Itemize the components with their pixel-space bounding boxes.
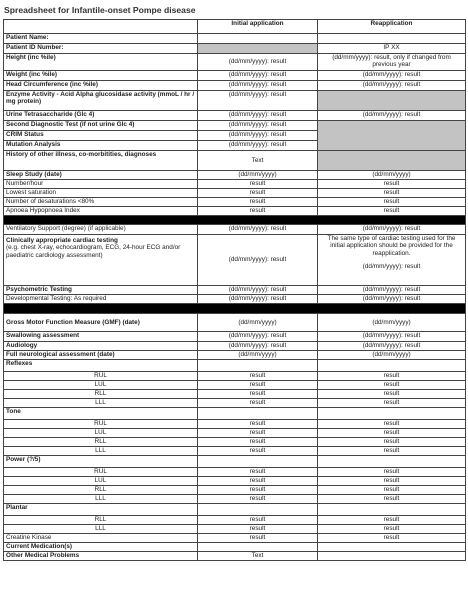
table-row [4,360,466,372]
table-row [4,399,466,408]
ventilatory-support-initial-cell[interactable]: (dd/mm/yyyy): result [198,225,318,235]
gmf-initial-cell[interactable]: (dd/mm/yyyy) [198,314,318,332]
power-label: Power (?/5) [4,456,198,468]
lowest-saturation-initial-cell[interactable]: result [198,189,318,198]
table-row [4,180,466,189]
lowest-saturation-label: Lowest saturation [4,189,198,198]
weight-label: Weight (inc %ile) [4,71,198,81]
tone-label: Tone [4,408,198,420]
psychometric-testing-label: Psychometric Testing [4,286,198,295]
audiology-initial-cell[interactable]: (dd/mm/yyyy): result [198,342,318,351]
table-row [4,552,466,561]
crim-status-initial-cell[interactable]: (dd/mm/yyyy): result [198,131,318,141]
tone-rll-initial-cell[interactable]: result [198,438,318,447]
table-row [4,171,466,180]
audiology-label: Audiology [4,342,198,351]
plantar-rll-label: RLL [4,516,198,525]
tone-reapp-cell [318,408,466,420]
other-problems-label: Other Medical Problems [4,552,198,561]
page-title: Spreadsheet for Infantile-onset Pompe disease [4,5,196,15]
table-row [4,111,466,121]
second-diagnostic-label: Second Diagnostic Test (if not urine Glc 4) [4,121,198,131]
table-row [4,332,466,342]
psychometric-testing-reapp-cell[interactable]: (dd/mm/yyyy): result [318,286,466,295]
table-row [4,351,466,360]
cardiac-testing-note: The same type of cardiac testing used for the initial application should be provided for the reapplication. [327,235,456,257]
table-row [4,381,466,390]
head-circumference-label: Head Circumference (inc %ile) [4,81,198,91]
table-row [4,44,466,54]
power-lll-label: LLL [4,495,198,504]
urine-tetrasaccharide-initial-cell[interactable]: (dd/mm/yyyy): result [198,111,318,121]
header-row [4,20,466,34]
table-row [4,235,466,286]
number-hour-initial-cell[interactable]: result [198,180,318,189]
number-hour-label: Number/hour [4,180,198,189]
table-row [4,495,466,504]
patient-name-label: Patient Name: [4,34,198,44]
power-rul-initial-cell[interactable]: result [198,468,318,477]
table-row [4,314,466,332]
crim-status-label: CRIM Status [4,131,198,141]
table-row [4,447,466,456]
table-row [4,477,466,486]
tone-lll-reapp-cell[interactable]: result [318,447,466,456]
reflexes-lll-initial-cell[interactable]: result [198,399,318,408]
tone-rul-initial-cell[interactable]: result [198,420,318,429]
second-diagnostic-reapp-cell-greyed [318,121,466,151]
swallowing-label: Swallowing assessment [4,332,198,342]
cardiac-testing-examples: (e.g. chest X-ray, echocardiogram, ECG, 24-hour ECG and/or paediatric cardiology assessment) [6,244,181,259]
cardiac-testing-reapp-cell[interactable] [318,235,466,286]
black-divider-bar [4,304,466,314]
mutation-analysis-initial-cell[interactable]: (dd/mm/yyyy): result [198,141,318,151]
reflexes-lul-label: LUL [4,381,198,390]
tone-lll-label: LLL [4,447,198,456]
table-row [4,504,466,516]
apnoea-index-reapp-cell[interactable]: result [318,207,466,216]
table-row [4,225,466,235]
section-divider [4,304,466,314]
current-medications-initial-cell[interactable] [198,543,318,552]
desaturations-initial-cell[interactable]: result [198,198,318,207]
tone-lul-reapp-cell[interactable]: result [318,429,466,438]
gmf-reapp-cell[interactable]: (dd/mm/yyyy) [318,314,466,332]
history-initial-cell[interactable]: Text [198,151,318,171]
apnoea-index-initial-cell[interactable]: result [198,207,318,216]
patient-name-initial-cell[interactable] [198,34,318,44]
lowest-saturation-reapp-cell[interactable]: result [318,189,466,198]
header-initial-application: Initial application [198,20,318,34]
developmental-testing-label: Developmental Testing: As required [4,295,198,304]
table-row [4,342,466,351]
ventilatory-support-label: Ventilatory Support (degree) (if applicable) [4,225,198,235]
table-row [4,121,466,131]
tone-lul-label: LUL [4,429,198,438]
urine-tetrasaccharide-reapp-cell[interactable]: (dd/mm/yyyy): result [318,111,466,121]
power-lul-label: LUL [4,477,198,486]
table-row [4,438,466,447]
height-label: Height (inc %ile) [4,54,198,71]
table-row [4,486,466,495]
table-row [4,534,466,543]
table-row [4,372,466,381]
power-reapp-cell [318,456,466,468]
full-neuro-reapp-cell[interactable]: (dd/mm/yyyy) [318,351,466,360]
swallowing-reapp-cell[interactable]: (dd/mm/yyyy): result [318,332,466,342]
tone-rul-reapp-cell[interactable]: result [318,420,466,429]
plantar-lll-label: LLL [4,525,198,534]
creatine-kinase-reapp-cell[interactable]: result [318,534,466,543]
reflexes-rul-label: RUL [4,372,198,381]
reflexes-rll-initial-cell[interactable]: result [198,390,318,399]
power-rul-label: RUL [4,468,198,477]
cardiac-testing-initial-cell[interactable]: (dd/mm/yyyy): result [198,235,318,286]
plantar-label: Plantar [4,504,198,516]
reflexes-lul-reapp-cell[interactable]: result [318,381,466,390]
full-neuro-initial-cell[interactable]: (dd/mm/yyyy) [198,351,318,360]
patient-id-reapp-cell[interactable]: IP XX [318,44,466,54]
power-lul-reapp-cell[interactable]: result [318,477,466,486]
plantar-rll-reapp-cell[interactable]: result [318,516,466,525]
desaturations-reapp-cell[interactable]: result [318,198,466,207]
table-row [4,525,466,534]
tone-lul-initial-cell[interactable]: result [198,429,318,438]
table-row [4,34,466,44]
second-diagnostic-initial-cell[interactable]: (dd/mm/yyyy): result [198,121,318,131]
weight-initial-cell[interactable]: (dd/mm/yyyy): result [198,71,318,81]
table-row [4,198,466,207]
tone-rll-reapp-cell[interactable]: result [318,438,466,447]
sleep-study-initial-cell[interactable]: (dd/mm/yyyy) [198,171,318,180]
enzyme-activity-reapp-cell-greyed [318,91,466,111]
form-table [3,19,466,561]
tone-initial-cell [198,408,318,420]
table-row [4,516,466,525]
table-row [4,71,466,81]
head-circumference-reapp-cell[interactable]: (dd/mm/yyyy): result [318,81,466,91]
section-divider [4,216,466,225]
reflexes-initial-cell [198,360,318,372]
patient-name-reapp-cell[interactable] [318,34,466,44]
creatine-kinase-label: Creatine Kinase [4,534,198,543]
table-row [4,420,466,429]
number-hour-reapp-cell[interactable]: result [318,180,466,189]
creatine-kinase-initial-cell[interactable]: result [198,534,318,543]
reflexes-rul-initial-cell[interactable]: result [198,372,318,381]
plantar-reapp-cell [318,504,466,516]
plantar-lll-reapp-cell[interactable]: result [318,525,466,534]
reflexes-rll-label: RLL [4,390,198,399]
cardiac-testing-reapp-result: (dd/mm/yyyy): result [362,263,421,271]
power-rll-reapp-cell[interactable]: result [318,486,466,495]
power-lll-reapp-cell[interactable]: result [318,495,466,504]
power-rll-initial-cell[interactable]: result [198,486,318,495]
mutation-analysis-label: Mutation Analysis [4,141,198,151]
current-medications-label: Current Medication(s) [4,543,198,552]
ventilatory-support-reapp-cell[interactable]: (dd/mm/yyyy): result [318,225,466,235]
table-row [4,91,466,111]
table-row [4,456,466,468]
desaturations-label: Number of desaturations <80% [4,198,198,207]
urine-tetrasaccharide-label: Urine Tetrasaccharide (Glc 4) [4,111,198,121]
reflexes-reapp-cell [318,360,466,372]
table-row [4,408,466,420]
table-row [4,189,466,198]
reflexes-lll-label: LLL [4,399,198,408]
black-divider-bar [4,216,466,225]
table-row [4,151,466,171]
psychometric-testing-initial-cell[interactable]: (dd/mm/yyyy): result [198,286,318,295]
table-row [4,54,466,71]
cardiac-testing-label-cell [4,235,198,286]
enzyme-activity-label: Enzyme Activity - Acid Alpha glucosidase activity (mmoL / hr / mg protein) [4,91,198,111]
other-problems-reapp-cell[interactable] [318,552,466,561]
other-problems-initial-cell[interactable]: Text [198,552,318,561]
header-blank-cell [4,20,198,34]
table-row [4,468,466,477]
power-rul-reapp-cell[interactable]: result [318,468,466,477]
table-row [4,390,466,399]
tone-rul-label: RUL [4,420,198,429]
height-reapp-cell[interactable]: (dd/mm/yyyy): result, only if changed from previous year [318,54,466,71]
power-rll-label: RLL [4,486,198,495]
audiology-reapp-cell[interactable]: (dd/mm/yyyy): result [318,342,466,351]
cardiac-testing-label: Clinically appropriate cardiac testing [6,237,118,244]
reflexes-lul-initial-cell[interactable]: result [198,381,318,390]
apnoea-index-label: Apnoea Hypopnoea Index [4,207,198,216]
history-reapp-cell-greyed [318,151,466,171]
weight-reapp-cell[interactable]: (dd/mm/yyyy): result [318,71,466,81]
table-row [4,81,466,91]
power-lul-initial-cell[interactable]: result [198,477,318,486]
reflexes-rul-reapp-cell[interactable]: result [318,372,466,381]
patient-id-label: Patient ID Number: [4,44,198,54]
head-circumference-initial-cell[interactable]: (dd/mm/yyyy): result [198,81,318,91]
developmental-testing-initial-cell[interactable]: (dd/mm/yyyy): result [198,295,318,304]
reflexes-rll-reapp-cell[interactable]: result [318,390,466,399]
enzyme-activity-initial-cell[interactable]: (dd/mm/yyyy): result [198,91,318,111]
swallowing-initial-cell[interactable]: (dd/mm/yyyy): result [198,332,318,342]
sleep-study-reapp-cell[interactable]: (dd/mm/yyyy) [318,171,466,180]
table-row [4,207,466,216]
sleep-study-label: Sleep Study (date) [4,171,198,180]
plantar-initial-cell [198,504,318,516]
plantar-lll-initial-cell[interactable]: result [198,525,318,534]
current-medications-reapp-cell[interactable] [318,543,466,552]
tone-rll-label: RLL [4,438,198,447]
plantar-rll-initial-cell[interactable]: result [198,516,318,525]
gmf-label: Gross Motor Function Measure (GMF) (date) [4,314,198,332]
patient-id-initial-cell-greyed [198,44,318,54]
table-row [4,295,466,304]
power-initial-cell [198,456,318,468]
tone-lll-initial-cell[interactable]: result [198,447,318,456]
power-lll-initial-cell[interactable]: result [198,495,318,504]
full-neuro-label: Full neurological assessment (date) [4,351,198,360]
height-initial-cell[interactable]: (dd/mm/yyyy): result [198,54,318,71]
history-label: History of other illness, co-morbitities, diagnoses [4,151,198,171]
table-row [4,429,466,438]
header-reapplication: Reapplication [318,20,466,34]
reflexes-lll-reapp-cell[interactable]: result [318,399,466,408]
developmental-testing-reapp-cell[interactable]: (dd/mm/yyyy): result [318,295,466,304]
table-row [4,286,466,295]
reflexes-label: Reflexes [4,360,198,372]
table-row [4,543,466,552]
